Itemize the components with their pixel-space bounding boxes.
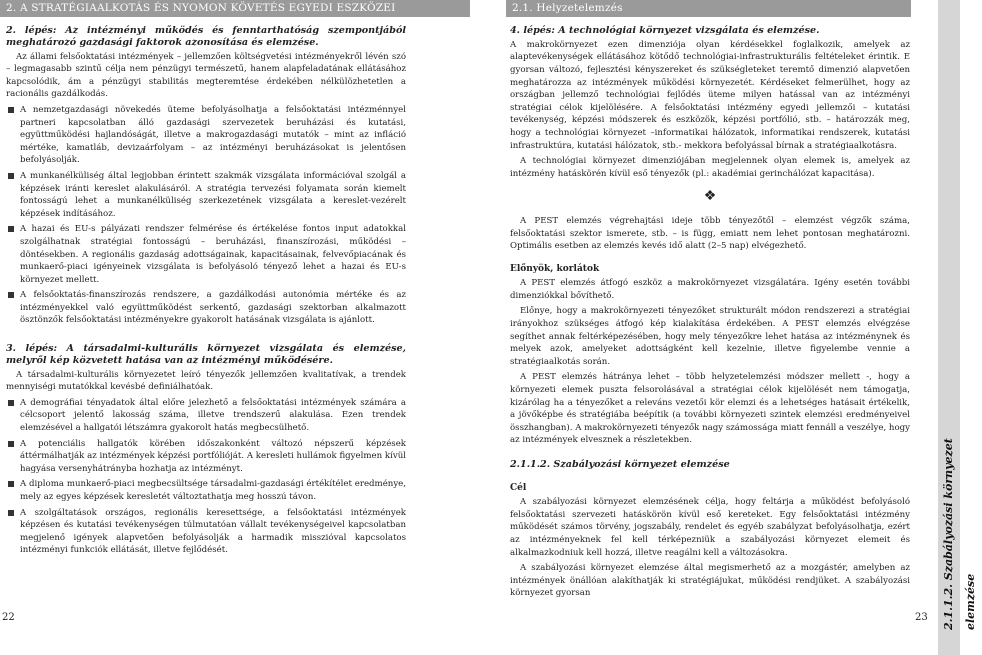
section-title: 2.1.1.2. Szabályozási környezet elemzése [510,459,730,471]
cel-paragraph-2: A szabályozási környezet elemzése által megismerhető az a mozgástér, amelyben az intézmények önállóan alakíthatják ki stratégiájukat, működési rendjüket. A szabályozási környezet gyorsan [510,563,910,599]
left-running-head: 2. A STRATÉGIAALKOTÁS ÉS NYOMON KÖVETÉS EGYEDI ESZKÖZEI [0,0,470,17]
side-tab-label: 2.1.1.2. Szabályozási környezet elemzése [942,438,977,630]
list-item: A felsőoktatás-finanszírozás rendszere, a gazdálkodási autonómia mértéke és az intézményekkel való együttműködést serkentő, gazdasági szektorban alkalmazott ösztönzők felsőoktatási intézményekre gyakorolt hatásának vizsgálata is ajánlott. [6,289,406,327]
left-page [0,0,480,655]
right-text-column [510,25,910,603]
square-bullet-icon [8,441,14,447]
step2-intro: Az állami felsőoktatási intézmények – jellemzően költségvetési intézményekről lévén szó – legmagasabb szintű célja nem pénzügyi természetű, hanem alapfeladatának ellátásához kapcsolódik, ám a pénzügyi stabilitás megteremtése érdekében nélkülözhetetlen a racionális gazdálkodás. [6,51,406,100]
square-bullet-icon [8,292,14,298]
right-page [480,0,977,655]
list-item: A szolgáltatások országos, regionális keresettsége, a felsőoktatási intézmények képzésen és kutatási tevékenységen túlmutatóan vállalt tevékenységeivel kapcsolatban megjelenő igények alapvetően befolyásolják a harmadik misszióval kapcsolatos intézményi funkciók ellátását, illetve fejlődését. [6,507,406,557]
pros-cons-paragraph-3: A PEST elemzés hátránya lehet – több helyzetelemzési módszer mellett -, hogy a környezeti elemek puszta felsorolásával a stratégiai célok kijelölését nem támogatja, kizárólag ha a tényezőket a releváns vezetői kör elemzi és a lehetséges hatásait értékelik, a jövőképbe és stratégiába beépítik (a további környezeti szintek elemzési eredményeivel összhangban). A makrokörnyezeti tényezők nagy számossága miatt fennáll a veszélye, hogy az intézmények elvesznek a részletekben. [510,372,910,446]
step3-title: 3. lépés: A társadalmi-kulturális környezet vizsgálata és elemzése, melyről kép közvetett hatása van az intézményi működésére. [6,343,406,366]
pros-cons-paragraph-1: A PEST elemzés átfogó eszköz a makrokörnyezet vizsgálatára. Igény esetén további dimenziókkal bővíthető. [510,278,910,301]
square-bullet-icon [8,107,14,113]
list-item: A nemzetgazdasági növekedés üteme befolyásolhatja a felsőoktatási intézménnyel partneri kapcsolatban álló gazdasági szervezetek beruházási és kutatási, együttműködési hajlandóságát, illetve a makrogazdasági mutatók – mint az infláció mértéke, kamatláb, devizaárfolyam – az intézményi beruházásokat is jelentősen befolyásolják. [6,104,406,167]
right-running-head: 2.1. Helyzetelemzés [506,0,911,17]
cel-title: Cél [510,482,527,493]
step2-bullet-list [6,104,406,327]
right-page-number: 23 [915,612,928,623]
square-bullet-icon [8,226,14,232]
pest-duration-paragraph: A PEST elemzés végrehajtási ideje több tényezőtől – elemzést végzők száma, felsőoktatási szektor ismerete, stb. – is függ, emiatt nem lehet pontosan meghatározni. Optimális esetben az elemzés kevés idő alatt (2–5 nap) elvégezhető. [510,215,910,252]
step4-title: 4. lépés: A technológiai környezet vizsgálata és elemzése. [510,25,820,36]
list-item: A diploma munkaerő-piaci megbecsültsége társadalmi-gazdasági értékítélet eredménye, mely az egyes képzések keresletét változtathatja meg hosszú távon. [6,478,406,503]
left-text-column [6,25,406,561]
diamond-ornament-icon: ❖ [703,188,717,205]
list-item: A potenciális hallgatók körében időszakonként változó népszerű képzések áttérmálhatják az intézmények képzési portfólióját. A keresleti hullámok figyelmen kívül hagyása versenyhátrányba hozhatja az intézményt. [6,438,406,476]
square-bullet-icon [8,510,14,516]
step2-title: 2. lépés: Az intézményi működés és fenntarthatóság szempontjából meghatározó gazdasági faktorok azonosítása és elemzése. [6,25,406,48]
square-bullet-icon [8,173,14,179]
step4-paragraph-1: A makrokörnyezet ezen dimenziója olyan kérdésekkel foglalkozik, amelyek az alaptevékenységek ellátásához kötődő technológiai-infrastrukturális feltételeket érintik. E gyorsan változó, fejlesztési kényszereket és szükségleteket teremtő dimenzió alapvetően meghatározza az intézmények működési környezetét. Kérdéseket felmerülhet, hogy az országban jellemző technológiai fejlődés üteme milyen hatással van az intézményi stratégiai célok kijelölésére. A felsőoktatási intézmény egyedi jellemzői – kutatási tevékenység, képzési módszerek és eszközök, képzési portfólió, stb. – határozzák meg, hogy a technológiai környezet –informatikai hálózatok, informatikai rendszerek, kutatási infrastruktúra, kutatási hálózatok, stb.- mekkora befolyással bírnak a stratégiaalkotásra. [510,39,910,151]
list-item: A demográfiai tényadatok által előre jelezhető a felsőoktatási intézmények számára a célcsoport jelentő lakosság száma, illetve trendszerű alakulása. Ezen trendek elemzésével a hallgatói létszámra gyakorolt hatás megbecsülhető. [6,397,406,435]
step4-paragraph-2: A technológiai környezet dimenziójában megjelennek olyan elemek is, amelyek az intézmény hatáskörén kívül eső tényezők (pl.: akadémiai gerinchálózat kapacitása). [510,156,910,179]
side-tab [938,0,977,655]
step3-intro: A társadalmi-kulturális környezetet leíró tényezők jellemzően kvalitatívak, a trendek mennyiségi mutatókkal kevésbé definiálhatóak. [6,369,406,393]
step3-bullet-list [6,397,406,557]
pros-cons-title: Előnyök, korlátok [510,263,600,274]
square-bullet-icon [8,400,14,406]
cel-paragraph-1: A szabályozási környezet elemzésének célja, hogy feltárja a működést befolyásoló felsőoktatási szervezeti hatáskörön kívül eső kereteket. Egy felsőoktatási intézmény működését számos törvény, jogszabály, rendelet és egyéb szabályzat befolyásolhatja, ezért az intézményeknek fel kell térképezniük a szabályozási környezet elemeit és alkalmazkodniuk kell hozzá, illetve reagálni kell a változásokra. [510,497,910,558]
list-item: A munkanélküliség által legjobban érintett szakmák vizsgálata információval szolgál a képzések iránti kereslet alakulásáról. A stratégia tervezési folyamata során kiemelt fontosságú lehet a munkanélküliség szerkezetének vizsgálata a kereslet-vezérelt képzések indításához. [6,170,406,220]
left-page-number: 22 [2,612,15,623]
list-item: A hazai és EU-s pályázati rendszer felmérése és értékelése fontos input adatokkal szolgálhatnak stratégiai fontosságú – beruházási, finanszírozási, működési – döntésekben. A regionális gazdaság adottságainak, kapacitásainak, felvevőpiacának és munkaerő-piaci igényeinek vizsgálata is befolyásoló tényező lehet a hazai és EU-s környezet mellett. [6,223,406,286]
pros-cons-paragraph-2: Előnye, hogy a makrokörnyezeti tényezőket strukturált módon rendszerezi a stratégiai irányokhoz szükséges átfogó kép kialakítása érdekében. A PEST elemzés elvégzése segíthet annak feltérképezésében, hogy mely tényezőkre lehet hatása az intézménynek és melyek azok, amelyeket adottságként kell kezelnie, illetve figyelembe vennie a stratégiaalkotás során. [510,306,910,367]
square-bullet-icon [8,481,14,487]
